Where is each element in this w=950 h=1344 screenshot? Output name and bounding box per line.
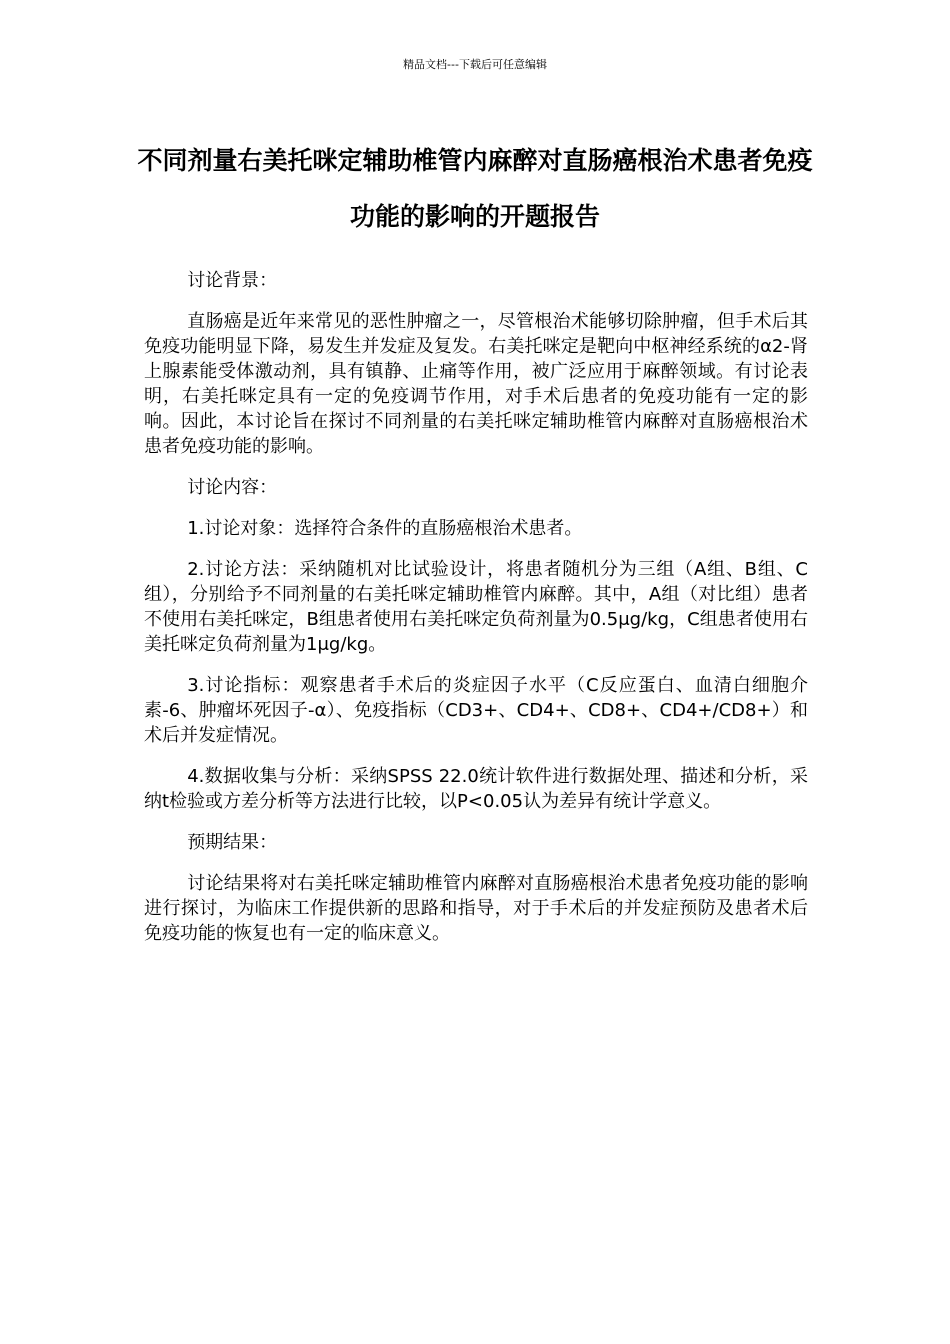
paragraph-indicators: 3.讨论指标：观察患者手术后的炎症因子水平（C反应蛋白、血清白细胞介素-6、肿瘤坏死因子-α）、免疫指标（CD3+、CD4+、CD8+、CD4+/CD8+）和术后并发症情况。 (144, 675, 808, 746)
paragraph-subjects: 1.讨论对象：选择符合条件的直肠癌根治术患者。 (187, 518, 583, 539)
paragraph-background: 直肠癌是近年来常见的恶性肿瘤之一，尽管根治术能够切除肿瘤，但手术后其免疫功能明显下降，易发生并发症及复发。右美托咪定是靶向中枢神经系统的α2-肾上腺素能受体激动剂，具有镇静、止痛等作用，被广泛应用于麻醉领域。有讨论表明，右美托咪定具有一定的免疫调节作用，对手术后患者的免疫功能有一定的影响。因此，本讨论旨在探讨不同剂量的右美托咪定辅助椎管内麻醉对直肠癌根治术患者免疫功能的影响。 (144, 311, 808, 457)
section-heading-content: 讨论内容： (187, 477, 278, 498)
paragraph-analysis: 4.数据收集与分析：采纳SPSS 22.0统计软件进行数据处理、描述和分析，采纳t检验或方差分析等方法进行比较，以P<0.05认为差异有统计学意义。 (144, 766, 808, 812)
document-body (144, 268, 808, 962)
paragraph-methods: 2.讨论方法：采纳随机对比试验设计，将患者随机分为三组（A组、B组、C组），分别给予不同剂量的右美托咪定辅助椎管内麻醉。其中，A组（对比组）患者不使用右美托咪定，B组患者使用右美托咪定负荷剂量为0.5μg/kg，C组患者使用右美托咪定负荷剂量为1μg/kg。 (144, 559, 808, 655)
paragraph-expected: 讨论结果将对右美托咪定辅助椎管内麻醉对直肠癌根治术患者免疫功能的影响进行探讨，为临床工作提供新的思路和指导，对于手术后的并发症预防及患者术后免疫功能的恢复也有一定的临床意义。 (144, 873, 808, 944)
document-title: 不同剂量右美托咪定辅助椎管内麻醉对直肠癌根治术患者免疫功能的影响的开题报告 (137, 146, 813, 231)
section-heading-expected: 预期结果： (187, 832, 278, 853)
header-note: 精品文档---下载后可任意编辑 (403, 58, 547, 71)
section-heading-background: 讨论背景： (187, 270, 278, 291)
